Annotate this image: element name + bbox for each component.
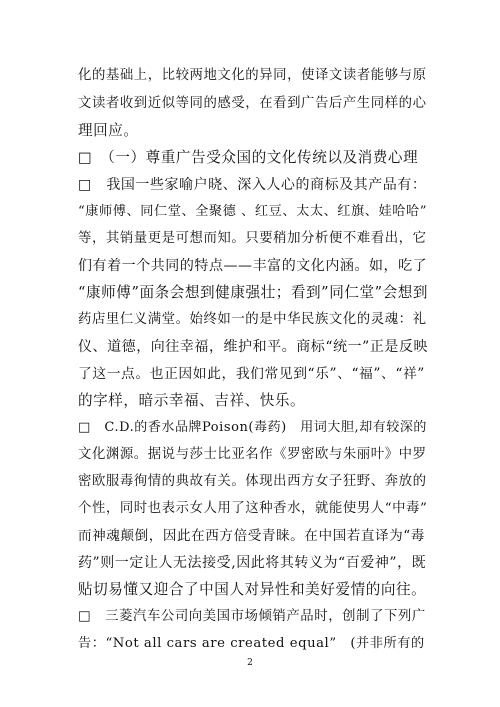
text-line: “康师傅”面条会想到健康强壮；看到”同仁堂”会想到 — [78, 284, 429, 301]
text-line: 密欧服毒徇情的典故有关。体现出西方女子狂野、奔放的 — [78, 474, 427, 489]
text-line: 化的基础上，比较两地文化的异同，使译文读者能够与原 — [78, 68, 427, 83]
text-line: 仪、道德，向往幸福，维护和平。商标“统一”正是反映 — [78, 339, 429, 355]
text-line: 文读者收到近似等同的感受，在看到广告后产生同样的心 — [78, 96, 427, 111]
text-line: 药”则一定让人无法接受,因此将其转义为“百爱神”，既 — [78, 555, 427, 571]
text-line: □ 我国一些家喻户晓、深入人心的商标及其产品有： — [78, 177, 427, 193]
text-line: 理回应。 — [78, 122, 139, 139]
text-line: 了这一点。也正因如此，我们常见到“乐”、“福”、“祥” — [78, 366, 425, 382]
text-line: 个性，同时也表示女人用了这种香水，就能使男人“中毒” — [78, 501, 428, 516]
text-line: 而神魂颠倒，因此在西方倍受青睐。在中国若直译为“毒 — [78, 528, 425, 544]
text-line: 们有着一个共同的特点——丰富的文化内涵。如，吃了 — [78, 258, 428, 274]
section-heading: □ （一）尊重广告受众国的文化传统以及消费心理 — [78, 149, 419, 166]
text-line: 文化渊源。据说与莎士比亚名作《罗密欧与朱丽叶》中罗 — [78, 447, 427, 462]
text-line: □ 三菱汽车公司向美国市场倾销产品时，创制了下列广 — [78, 609, 426, 624]
page-number: 2 — [247, 658, 253, 668]
text-line: □ C.D.的香水品牌Poison(毒药) 用词大胆,却有较深的 — [78, 420, 427, 435]
text-line: 的字样，暗示幸福、吉祥、快乐。 — [78, 392, 306, 409]
text-line: 药店里仁义满堂。始终如一的是中华民族文化的灵魂：礼 — [78, 312, 427, 327]
text-line: 告：“Not all cars are created equal” (并非所有的 — [78, 636, 425, 651]
text-line: “康师傅、同仁堂、全聚德 、红豆、太太、红旗、娃哈哈” — [78, 204, 428, 219]
text-line: 等，其销量更是可想而知。只要稍加分析便不难看出，它 — [78, 231, 427, 246]
text-line: 贴切易懂又迎合了中国人对异性和美好爱情的向往。 — [78, 581, 427, 598]
